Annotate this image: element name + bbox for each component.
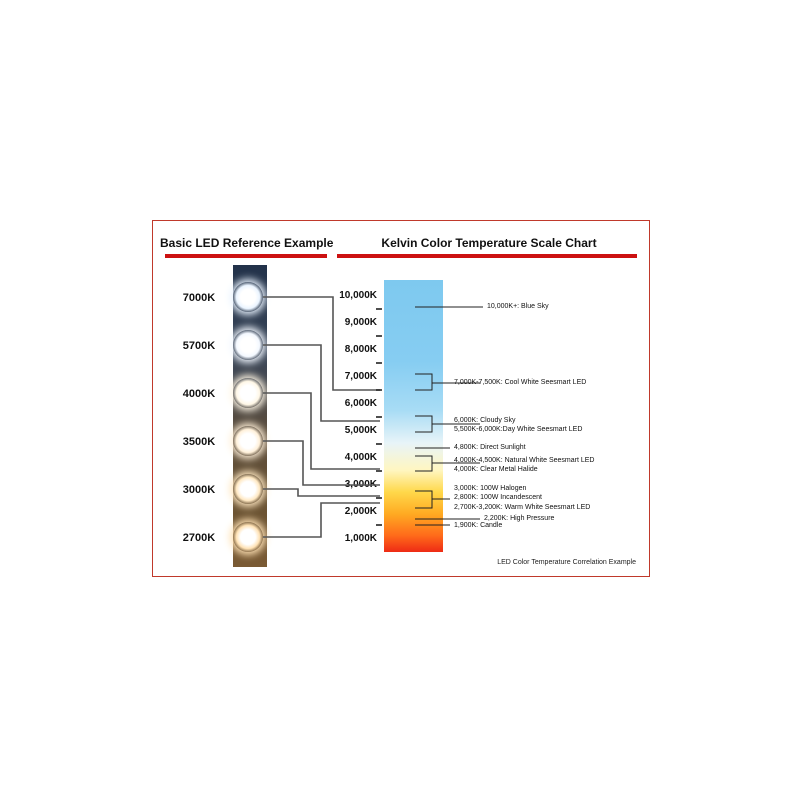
tick-7000k: 7,000K [344,371,377,382]
tick-10000k: 10,000K [339,290,377,301]
led-label-3000k: 3000K [182,484,216,496]
led-label-3500k: 3500K [182,436,216,448]
tick-6000k: 6,000K [344,398,377,409]
annotation-warm-white-led: 2,700K-3,200K: Warm White Seesmart LED [454,504,591,511]
annotation-candle: 1,900K: Candle [454,522,503,529]
annotation-cloudy-sky: 6,000K: Cloudy Sky [454,417,516,424]
tick-5000k: 5,000K [344,425,377,436]
annotation-clear-metal-halide: 4,000K: Clear Metal Halide [454,466,538,473]
annotation-cool-white-led: 7,000K-7,500K: Cool White Seesmart LED [454,379,587,386]
annotation-natural-white-led: 4,000K-4,500K: Natural White Seesmart LED [454,457,595,464]
tick-3000k: 3,000K [344,479,377,490]
tick-1000k: 1,000K [344,533,377,544]
tick-8000k: 8,000K [344,344,377,355]
tick-4000k: 4,000K [344,452,377,463]
annotation-blue-sky: 10,000K+: Blue Sky [487,303,549,310]
led-reference-title: Basic LED Reference Example [160,236,334,250]
annotation-high-pressure: 2,200K: High Pressure [484,515,555,522]
led-label-4000k: 4000K [182,388,216,400]
led-label-7000k: 7000K [182,292,216,304]
annotation-day-white-led: 5,500K-6,000K:Day White Seesmart LED [454,426,583,433]
kelvin-scale-title: Kelvin Color Temperature Scale Chart [381,236,597,250]
tick-9000k: 9,000K [344,317,377,328]
led-label-2700k: 2700K [182,532,216,544]
annotation-halogen: 3,000K: 100W Halogen [454,485,527,492]
annotation-direct-sunlight: 4,800K: Direct Sunlight [454,444,526,451]
annotation-incandescent: 2,800K: 100W Incandescent [454,494,542,501]
chart-caption: LED Color Temperature Correlation Example [497,559,636,566]
tick-2000k: 2,000K [344,506,377,517]
led-label-5700k: 5700K [182,340,216,352]
